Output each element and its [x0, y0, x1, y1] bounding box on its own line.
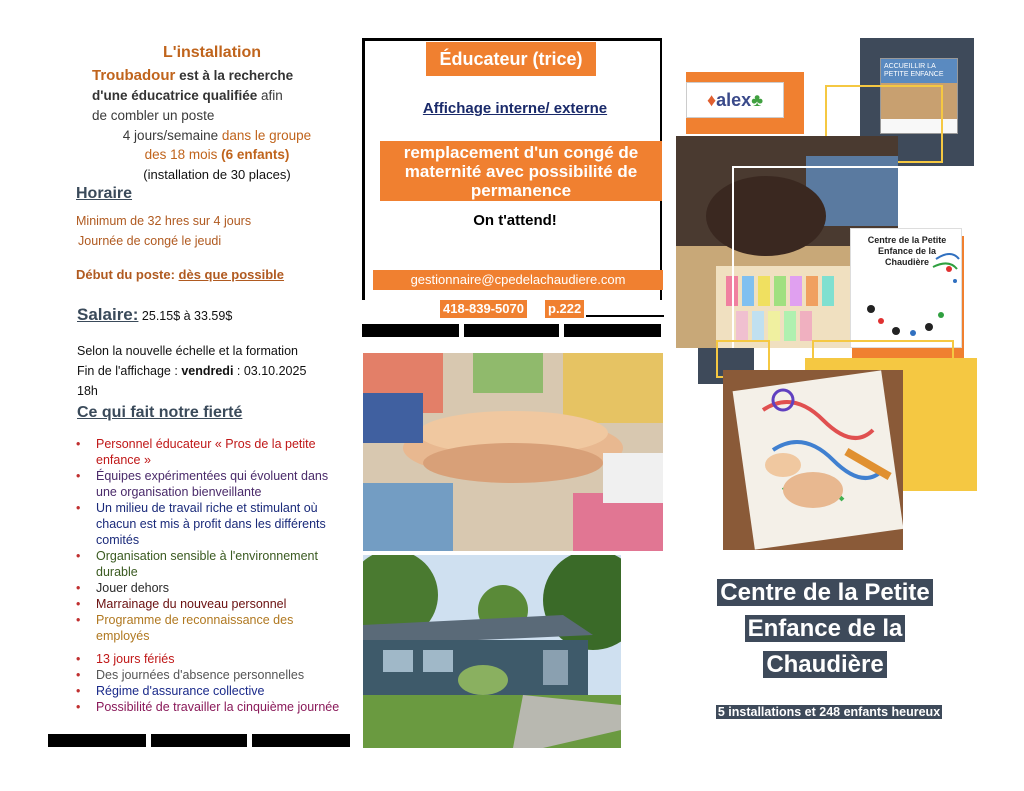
benefit-item [72, 468, 347, 500]
alex-logo [686, 82, 784, 118]
alex-figure-icon: ♣ [751, 90, 764, 110]
bullet-icon: • [76, 549, 81, 563]
divider-line [586, 315, 664, 317]
bullet-icon: • [76, 597, 81, 611]
benefit-text: Des journées d'absence personnelles [96, 668, 305, 682]
intro-text [92, 66, 347, 126]
benefit-text: Personnel éducateur « Pros de la petite enfance » [96, 437, 316, 467]
benefit-item [72, 699, 347, 715]
benefit-text: 13 jours fériés [96, 652, 175, 666]
intro-rest1: est à la recherche [175, 68, 294, 83]
fin-day: vendredi [181, 364, 234, 378]
salaire [77, 305, 232, 325]
benefit-item [72, 683, 347, 699]
fin-time: 18h [77, 384, 98, 398]
phone-number[interactable]: 418-839-5070 [440, 300, 527, 318]
bullet-icon: • [76, 469, 81, 483]
black-bar [464, 324, 559, 337]
book-title: ACCUEILLIR LA PETITE ENFANCE [881, 59, 957, 83]
centre-name [690, 575, 960, 683]
alex-logo-text: alex [716, 90, 752, 110]
fin-label: Fin de l'affichage : [77, 364, 182, 378]
group-age: des 18 mois [144, 147, 218, 162]
benefit-text: Possibilité de travailler la cinquième journée [96, 700, 340, 714]
black-bar [48, 734, 146, 747]
horaire-heading: Horaire [76, 185, 133, 202]
benefit-item [72, 667, 347, 683]
intro-line3: de combler un poste [92, 108, 215, 123]
black-bar [564, 324, 661, 337]
hands-together-photo [363, 353, 663, 551]
salaire-value: 25.15$ à 33.59$ [138, 309, 233, 323]
fin-date: : 03.10.2025 [233, 364, 307, 378]
benefit-item [72, 651, 347, 667]
black-bar [151, 734, 247, 747]
benefit-text: Organisation sensible à l'environnement durable [96, 549, 318, 579]
benefit-item [72, 612, 347, 644]
remplacement-banner: remplacement d'un congé de maternité avec possibilité de permanence [380, 141, 662, 201]
fierte-heading: Ce qui fait notre fierté [77, 404, 243, 421]
horaire-line2: Journée de congé le jeudi [78, 234, 222, 248]
benefit-text: Programme de reconnaissance des employés [96, 613, 294, 643]
email-link[interactable]: gestionnaire@cpedelachaudiere.com [373, 270, 663, 290]
black-bar [252, 734, 350, 747]
days-per-week: 4 jours/semaine [122, 128, 219, 143]
on-attend: On t'attend! [473, 212, 557, 229]
benefit-item [72, 580, 347, 596]
cpe-logo-text: Centre de la Petite Enfance de la Chaudière [867, 235, 947, 267]
daycare-building-photo [363, 555, 621, 748]
affichage-type: Affichage interne/ externe [422, 100, 608, 117]
debut-value: dès que possible [178, 267, 285, 282]
black-bar [362, 324, 459, 337]
educatrice-qualifiee: d'une éducatrice qualifiée [92, 88, 258, 103]
benefit-item [72, 500, 347, 548]
stats-text: 5 installations et 248 enfants heureux [717, 705, 941, 719]
installation-title: L'installation [162, 44, 262, 61]
bullet-icon: • [76, 684, 81, 698]
installations-stats [700, 703, 958, 721]
bullet-icon: • [76, 668, 81, 682]
benefit-item [72, 596, 347, 612]
bullet-icon: • [76, 652, 81, 666]
bullet-icon: • [76, 581, 81, 595]
benefit-text: Équipes expérimentées qui évoluent dans une organisation bienveillante [96, 469, 329, 499]
debut-label: Début du poste: [76, 267, 179, 282]
bullet-icon: • [76, 437, 81, 451]
horaire-line1: Minimum de 32 hres sur 4 jours [76, 214, 252, 228]
benefits-list [72, 436, 347, 715]
centre-line1: Centre de la Petite [717, 579, 932, 606]
centre-line2: Enfance de la [745, 615, 906, 642]
salaire-heading: Salaire: [77, 305, 139, 324]
centre-line3: Chaudière [763, 651, 886, 678]
phone-extension: p.222 [545, 300, 584, 318]
job-title: Éducateur (trice) [426, 42, 596, 76]
places-count: (installation de 30 places) [143, 167, 291, 182]
alex-figure-icon: ♦ [706, 90, 717, 110]
benefit-text: Un milieu de travail riche et stimulant où chacun est mis à profit dans les différents comités [96, 501, 326, 547]
group-in: dans le groupe [218, 128, 312, 143]
benefit-text: Régime d'assurance collective [96, 684, 265, 698]
bullet-icon: • [76, 613, 81, 627]
intro-rest2: afin [257, 88, 283, 103]
child-drawing-photo [723, 370, 903, 550]
echelle-note: Selon la nouvelle échelle et la formation [77, 344, 298, 358]
fin-affichage [77, 364, 306, 378]
benefit-item [72, 548, 347, 580]
cpe-logo [850, 228, 962, 348]
bullet-icon: • [76, 501, 81, 515]
benefit-text: Jouer dehors [96, 581, 169, 595]
benefit-text: Marrainage du nouveau personnel [96, 597, 287, 611]
installation-name: Troubadour [92, 67, 176, 84]
bullet-icon: • [76, 700, 81, 714]
debut-poste [76, 267, 284, 282]
group-info [92, 126, 342, 164]
benefit-item [72, 436, 347, 468]
group-kids: (6 enfants) [217, 147, 290, 162]
